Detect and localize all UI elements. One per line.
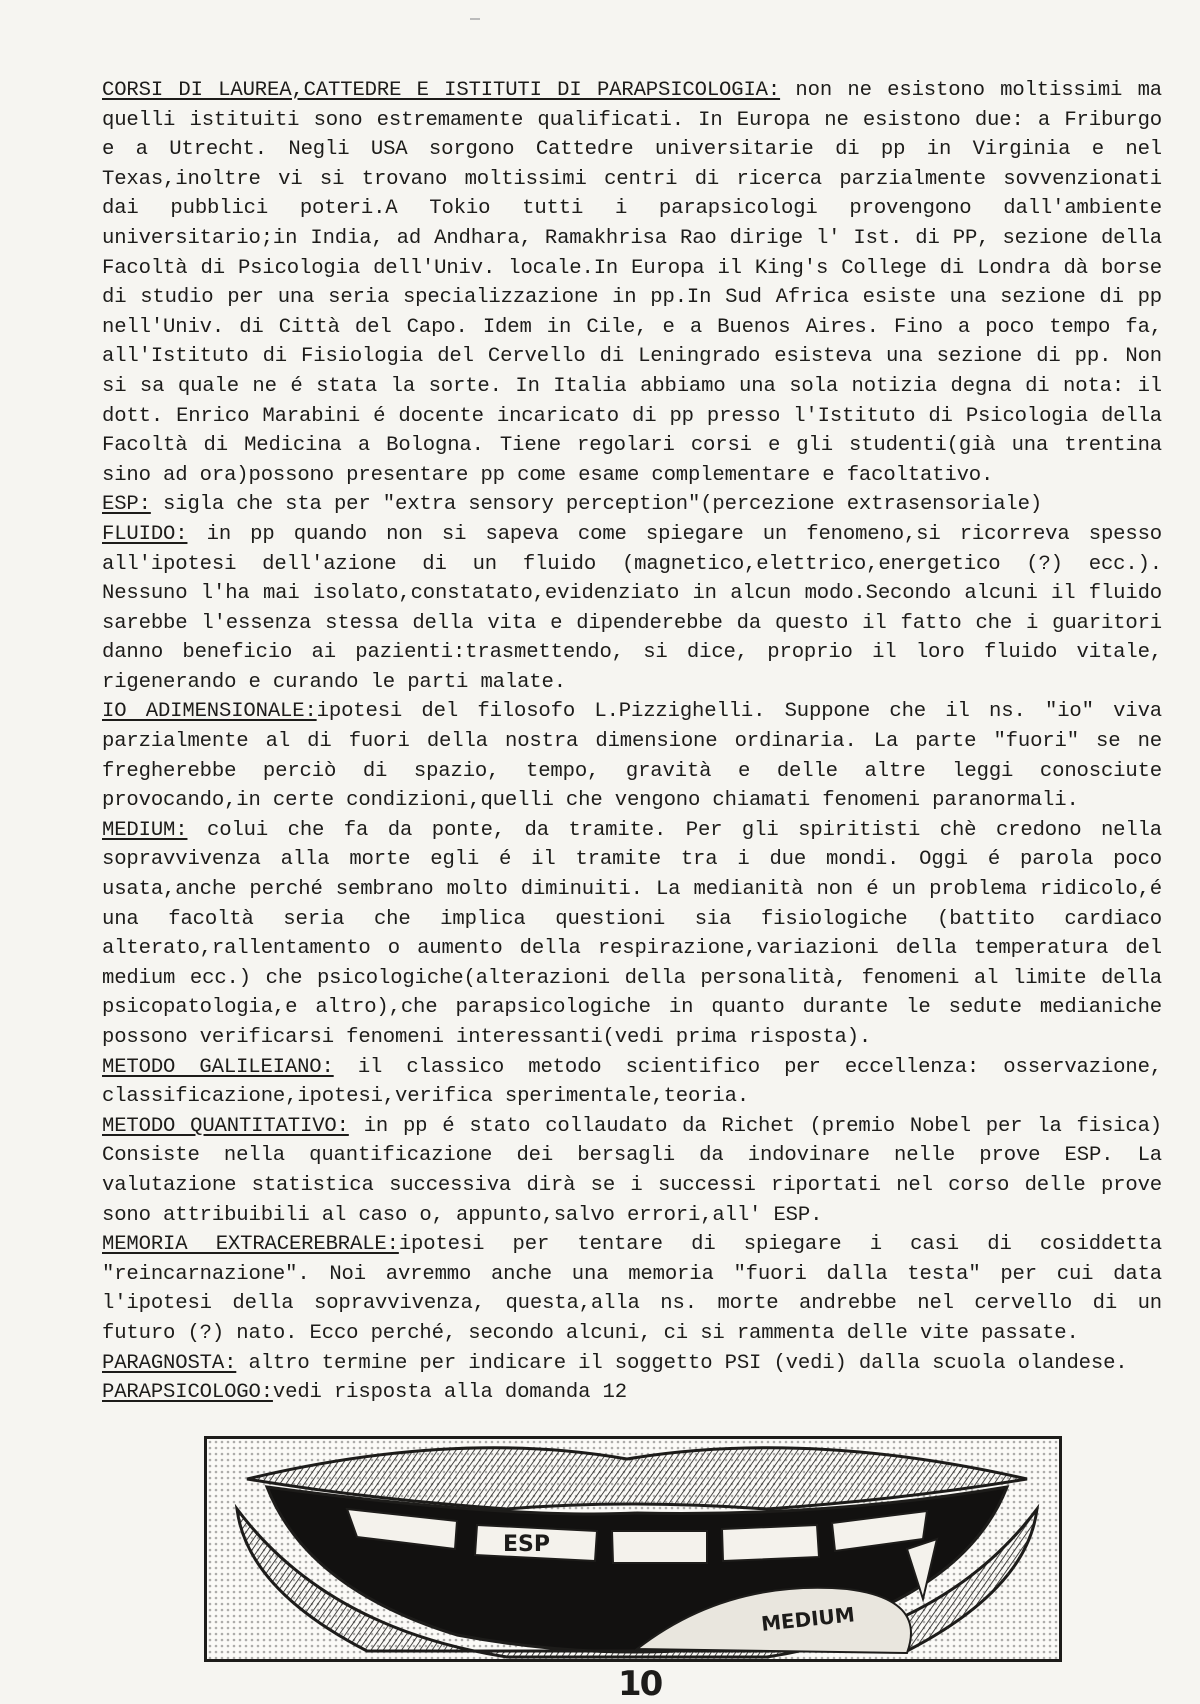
entry-term: CORSI DI LAUREA,CATTEDRE E ISTITUTI DI PARAPSICOLOGIA: [102,79,781,102]
page-number: 10 [618,1664,662,1704]
entry-term: MEDIUM: [102,818,188,842]
glossary [102,76,1162,1408]
illustration-drawing [207,1439,1059,1659]
glossary-entry [102,76,1162,490]
glossary-entry [102,490,1162,520]
entry-term: METODO GALILEIANO: [102,1055,334,1079]
tongue-label: MEDIUM [760,1602,856,1636]
glossary-entry [102,816,1162,1053]
glossary-entry [102,1053,1162,1112]
entry-text: ipotesi del filosofo L.Pizzighelli. Suppone che il ns. "io" viva parzialmente al di fuori della nostra dimensione ordinaria. La parte "fuori" se ne fregherebbe perciò di spazio, tempo, gravità e delle altre leggi conosciute provocando,in certe condizioni,quelli che vengono chiamati fenomeni paranormali. [102,700,1162,813]
entry-text: in pp quando non si sapeva come spiegare un fenomeno,si ricorreva spesso all'ipotesi dell'azione di un fluido (magnetico,elettrico,energetico (?) ecc.). Nessuno l'ha mai isolato,constatato,evidenziato in alcun modo.Secondo alcuni il fluido sarebbe l'essenza stessa della vita e dipenderebbe da questo il fatto che i guaritori danno beneficio ai pazienti:trasmettendo, si dice, proprio il loro fluido vitale, rigenerando e curando le parti malate. [102,522,1162,694]
entry-term: MEMORIA EXTRACEREBRALE: [102,1233,399,1257]
entry-term: PARAGNOSTA: [102,1351,237,1375]
mouth-illustration [204,1436,1062,1662]
entry-term: IO ADIMENSIONALE: [102,700,317,724]
entry-text: il classico metodo scientifico per eccellenza: osservazione, classificazione,ipotesi,verifica sperimentale,teoria. [102,1055,1162,1109]
entry-text: colui che fa da ponte, da tramite. Per gli spiritisti chè credono nella sopravvivenza alla morte egli é il tramite tra i due mondi. Oggi é parola poco usata,anche perché sembrano molto diminuiti. La medianità non é un problema ridicolo,é una facoltà seria che implica questioni sia fisiologiche (battito cardiaco alterato,rallentamento o aumento della respirazione,variazioni della temperatura del medium ecc.) che psicologiche(alterazioni della personalità, fenomeni al limite della psicopatologia,e altro),che parapsicologiche in quanto durante le sedute medianiche possono verificarsi fenomeni interessanti(vedi prima risposta). [102,818,1162,1049]
tooth-label: ESP [503,1532,550,1557]
entry-text: non ne esistono moltissimi ma quelli istituiti sono estremamente qualificati. In Europa ne esistono due: a Friburgo e a Utrecht. Negli USA sorgono Cattedre universitarie di pp in Virginia e nel Texas,inoltre vi si trovano moltissimi centri di ricerca parzialmente sovvenzionati dai pubblici poteri.A Tokio tutti i parapsicologi provengono dall'ambiente universitario;in India, ad Andhara, Ramakhrisa Rao dirige l' Ist. di PP, sezione della Facoltà di Psicologia dell'Univ. locale.In Europa il King's College di Londra dà borse di studio per una seria specializzazione in pp.In Sud Africa esiste una sezione di pp nell'Univ. di Città del Capo. Idem in Cile, e a Buenos Aires. Fino a poco tempo fa, all'Istituto di Fisiologia del Cervello di Leningrado esisteva una sezione di pp. Non si sa quale ne é stata la sorte. In Italia abbiamo una sola notizia degna di nota: il dott. Enrico Marabini é docente incaricato di pp presso l'Istituto di Psicologia della Facoltà di Medicina a Bologna. Tiene regolari corsi e gli studenti(già una trentina sino ad ora)possono presentare pp come esame complementare e facoltativo. [102,79,1163,487]
entry-term: FLUIDO: [102,522,188,546]
entry-term: PARAPSICOLOGO: [102,1381,273,1405]
glossary-entry [102,520,1162,698]
entry-term: ESP: [102,493,151,517]
entry-text: sigla che sta per "extra sensory perception"(percezione extrasensoriale) [150,493,1043,517]
glossary-entry [102,1230,1162,1348]
entry-text: ipotesi per tentare di spiegare i casi di cosiddetta "reincarnazione". Noi avremmo anche una memoria "fuori dalla testa" per cui data l'ipotesi della sopravvivenza, questa,alla ns. morte andrebbe nel cervello di un futuro (?) nato. Ecco perché, secondo alcuni, ci si rammenta delle vite passate. [102,1233,1162,1345]
entry-text: in pp é stato collaudato da Richet (premio Nobel per la fisica) Consiste nella quantificazione dei bersagli da indovinare nelle prove ESP. La valutazione statistica successiva dirà se i successi riportati nel corso delle prove sono attribuibili al caso o, appunto,salvo errori,all' ESP. [102,1114,1162,1227]
glossary-entry [102,1349,1162,1379]
glossary-entry [102,1112,1162,1230]
entry-term: METODO QUANTITATIVO: [102,1114,349,1138]
tooth [612,1531,707,1563]
scan-mark [470,18,480,20]
entry-text: altro termine per indicare il soggetto PSI (vedi) dalla scuola olandese. [236,1351,1128,1375]
tooth [722,1525,819,1561]
glossary-entry [102,697,1162,815]
entry-text: vedi risposta alla domanda 12 [272,1381,627,1405]
glossary-entry [102,1378,1162,1408]
